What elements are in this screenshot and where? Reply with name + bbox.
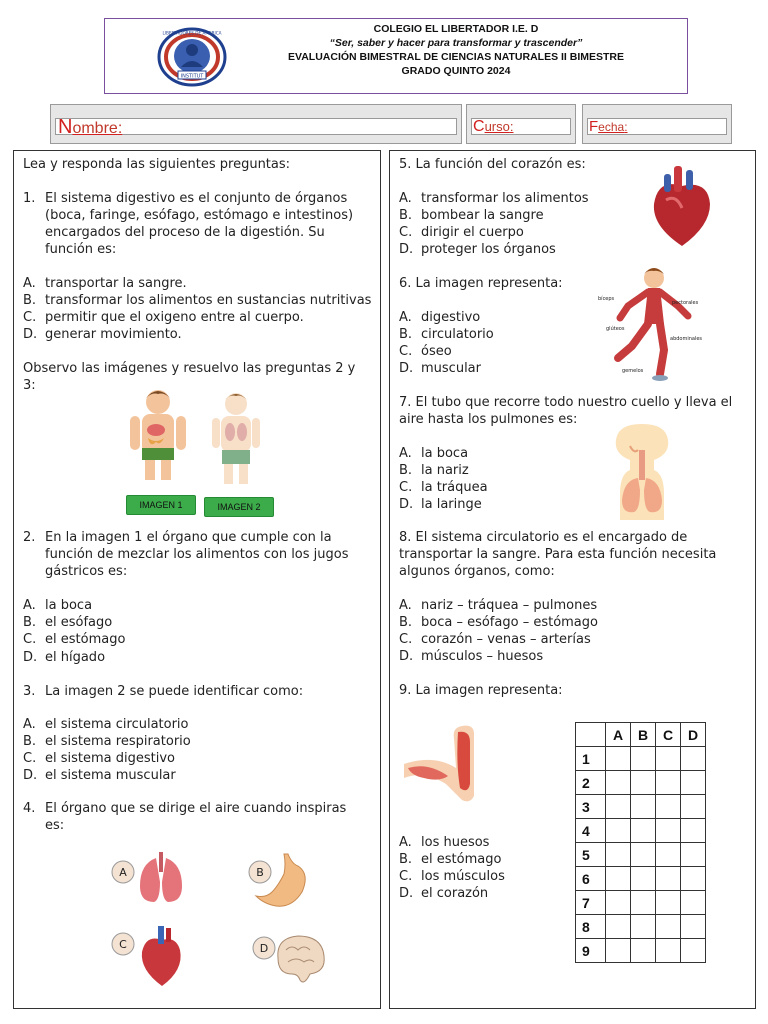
grid-row bbox=[576, 795, 706, 819]
grid-cell[interactable] bbox=[631, 795, 656, 819]
q2-number: 2. bbox=[23, 530, 36, 545]
fecha-field[interactable] bbox=[582, 104, 732, 144]
q9-stem: 9. La imagen representa: bbox=[399, 683, 563, 698]
q2-stem-line: función de mezclar los alimentos con los jugos bbox=[45, 547, 349, 562]
q8-stem-line: algunos órganos, como: bbox=[399, 564, 555, 579]
q2-option-a[interactable]: A. la boca bbox=[23, 598, 93, 613]
brain-icon bbox=[252, 928, 332, 994]
grid-cell[interactable] bbox=[656, 819, 681, 843]
q6-stem: 6. La imagen representa: bbox=[399, 276, 563, 291]
header-text bbox=[235, 22, 677, 78]
q2-option-b[interactable]: B. el esófago bbox=[23, 615, 113, 630]
exam-header bbox=[104, 18, 688, 94]
observe-instruction: 3: bbox=[23, 378, 36, 393]
grid-cell[interactable] bbox=[606, 747, 631, 771]
exam-title: EVALUACIÓN BIMESTRAL DE CIENCIAS NATURALES II BIMESTRE bbox=[287, 51, 624, 63]
answer-grid bbox=[575, 722, 706, 963]
q4-stem-line: es: bbox=[45, 818, 65, 833]
grid-cell[interactable] bbox=[681, 843, 706, 867]
school-name: COLEGIO EL LIBERTADOR I.E. D bbox=[373, 23, 539, 35]
svg-text:B: B bbox=[256, 866, 264, 879]
q3-option-c[interactable]: C. el sistema digestivo bbox=[23, 751, 175, 766]
instructions: Lea y responda las siguientes preguntas: bbox=[23, 157, 291, 172]
grid-cell[interactable] bbox=[681, 867, 706, 891]
q2-option-d[interactable]: D. el hígado bbox=[23, 650, 106, 665]
grid-cell[interactable] bbox=[656, 939, 681, 963]
svg-text:C: C bbox=[119, 938, 127, 951]
q8-stem-line: transportar la sangre. Para esta función necesita bbox=[399, 547, 717, 562]
q9-option-b[interactable]: B. el estómago bbox=[399, 852, 502, 867]
svg-text:gemelos: gemelos bbox=[622, 368, 644, 374]
q5-option-b[interactable]: B. bombear la sangre bbox=[399, 208, 544, 223]
grid-row-header: 4 bbox=[576, 819, 606, 843]
grid-cell[interactable] bbox=[606, 891, 631, 915]
image2-label: IMAGEN 2 bbox=[204, 497, 274, 517]
grid-cell[interactable] bbox=[656, 795, 681, 819]
q8-option-c[interactable]: C. corazón – venas – arterías bbox=[399, 632, 591, 647]
q3-number: 3. bbox=[23, 684, 36, 699]
grid-row-header: 2 bbox=[576, 771, 606, 795]
q7-option-a[interactable]: A. la boca bbox=[399, 446, 469, 461]
grid-cell[interactable] bbox=[656, 891, 681, 915]
grid-corner bbox=[576, 723, 606, 747]
q1-option-a[interactable]: A. transportar la sangre. bbox=[23, 276, 187, 291]
grid-cell[interactable] bbox=[681, 939, 706, 963]
q9-option-a[interactable]: A. los huesos bbox=[399, 835, 490, 850]
digestive-child-illustration bbox=[118, 386, 278, 494]
grid-row bbox=[576, 819, 706, 843]
grid-col-header: B bbox=[631, 723, 656, 747]
svg-text:bíceps: bíceps bbox=[598, 296, 615, 302]
arm-muscle-illustration bbox=[404, 724, 480, 806]
svg-text:INSTITUT: INSTITUT bbox=[180, 73, 204, 80]
nombre-line[interactable]: Nombre: bbox=[55, 118, 457, 135]
grid-cell[interactable] bbox=[631, 771, 656, 795]
grid-header-row bbox=[576, 723, 706, 747]
grid-row bbox=[576, 915, 706, 939]
q7-option-c[interactable]: C. la tráquea bbox=[399, 480, 488, 495]
school-motto: “Ser, saber y hacer para transformar y trascender” bbox=[329, 37, 583, 49]
grid-row-header: 1 bbox=[576, 747, 606, 771]
grid-cell[interactable] bbox=[681, 891, 706, 915]
grid-cell[interactable] bbox=[631, 867, 656, 891]
svg-text:pectorales: pectorales bbox=[672, 300, 699, 306]
q1-stem-line: (boca, faringe, esófago, estómago e intestinos) bbox=[45, 208, 354, 223]
grid-row bbox=[576, 747, 706, 771]
q2-stem-line: En la imagen 1 el órgano que cumple con la bbox=[45, 530, 332, 545]
grid-cell[interactable] bbox=[631, 819, 656, 843]
grid-cell[interactable] bbox=[606, 939, 631, 963]
q3-option-d[interactable]: D. el sistema muscular bbox=[23, 768, 176, 783]
grid-cell[interactable] bbox=[656, 771, 681, 795]
respiratory-illustration bbox=[600, 424, 684, 520]
fecha-line[interactable]: Fecha: bbox=[587, 118, 727, 135]
q6-option-c[interactable]: C. óseo bbox=[399, 344, 452, 359]
grid-cell[interactable] bbox=[631, 939, 656, 963]
grid-cell[interactable] bbox=[656, 867, 681, 891]
observe-instruction: Observo las imágenes y resuelvo las preguntas 2 y bbox=[23, 361, 356, 376]
school-seal-icon bbox=[157, 27, 227, 87]
grade-label: GRADO QUINTO 2024 bbox=[401, 65, 511, 77]
q6-option-a[interactable]: A. digestivo bbox=[399, 310, 481, 325]
svg-text:LIBERTADORES DE AMERICA: LIBERTADORES DE AMERICA bbox=[162, 30, 222, 36]
running-muscle-illustration bbox=[592, 266, 712, 384]
grid-cell[interactable] bbox=[606, 771, 631, 795]
grid-cell[interactable] bbox=[631, 747, 656, 771]
q8-stem-line: 8. El sistema circulatorio es el encargado de bbox=[399, 530, 688, 545]
grid-row bbox=[576, 771, 706, 795]
q9-option-c[interactable]: C. los músculos bbox=[399, 869, 505, 884]
q7-option-d[interactable]: D. la laringe bbox=[399, 497, 482, 512]
grid-cell[interactable] bbox=[606, 795, 631, 819]
q8-option-b[interactable]: B. boca – esófago – estómago bbox=[399, 615, 598, 630]
q4-number: 4. bbox=[23, 801, 36, 816]
grid-col-header: A bbox=[606, 723, 631, 747]
q1-stem-line: encargados del proceso de la digestión. Su bbox=[45, 225, 325, 240]
grid-cell[interactable] bbox=[656, 843, 681, 867]
q3-option-a[interactable]: A. el sistema circulatorio bbox=[23, 717, 189, 732]
grid-row-header: 3 bbox=[576, 795, 606, 819]
q1-option-d[interactable]: D. generar movimiento. bbox=[23, 327, 182, 342]
q4-stem-line: El órgano que se dirige el aire cuando inspiras bbox=[45, 801, 347, 816]
q7-stem-line: 7. El tubo que recorre todo nuestro cuello y lleva el bbox=[399, 395, 733, 410]
grid-row-header: 7 bbox=[576, 891, 606, 915]
grid-row-header: 9 bbox=[576, 939, 606, 963]
q9-option-d[interactable]: D. el corazón bbox=[399, 886, 489, 901]
grid-cell[interactable] bbox=[631, 891, 656, 915]
q1-stem-line: función es: bbox=[45, 242, 117, 257]
lungs-icon bbox=[110, 852, 186, 908]
image1-label: IMAGEN 1 bbox=[126, 495, 196, 515]
q7-stem-line: aire hasta los pulmones es: bbox=[399, 412, 578, 427]
grid-col-header: D bbox=[681, 723, 706, 747]
grid-row bbox=[576, 939, 706, 963]
grid-cell[interactable] bbox=[681, 795, 706, 819]
q8-option-a[interactable]: A. nariz – tráquea – pulmones bbox=[399, 598, 598, 613]
q2-stem-line: gástricos es: bbox=[45, 564, 128, 579]
svg-text:A: A bbox=[119, 866, 127, 879]
curso-field[interactable] bbox=[466, 104, 576, 144]
q1-number: 1. bbox=[23, 191, 36, 206]
q2-option-c[interactable]: C. el estómago bbox=[23, 632, 126, 647]
q5-option-a[interactable]: A. transformar los alimentos bbox=[399, 191, 589, 206]
grid-cell[interactable] bbox=[631, 843, 656, 867]
grid-cell[interactable] bbox=[631, 915, 656, 939]
grid-cell[interactable] bbox=[681, 819, 706, 843]
q5-option-d[interactable]: D. proteger los órganos bbox=[399, 242, 556, 257]
svg-text:glúteos: glúteos bbox=[606, 326, 625, 332]
q1-option-c[interactable]: C. permitir que el oxigeno entre al cuerpo. bbox=[23, 310, 304, 325]
q5-option-c[interactable]: C. dirigir el cuerpo bbox=[399, 225, 524, 240]
heart-icon bbox=[110, 926, 190, 988]
q1-stem-line: El sistema digestivo es el conjunto de órganos bbox=[45, 191, 348, 206]
svg-text:D: D bbox=[259, 942, 269, 955]
grid-cell[interactable] bbox=[656, 747, 681, 771]
grid-cell[interactable] bbox=[606, 867, 631, 891]
grid-row bbox=[576, 843, 706, 867]
grid-row bbox=[576, 867, 706, 891]
grid-row-header: 5 bbox=[576, 843, 606, 867]
q8-option-d[interactable]: D. músculos – huesos bbox=[399, 649, 544, 664]
heart-illustration bbox=[646, 164, 718, 248]
grid-cell[interactable] bbox=[681, 915, 706, 939]
q6-option-b[interactable]: B. circulatorio bbox=[399, 327, 494, 342]
grid-col-header: C bbox=[656, 723, 681, 747]
nombre-field[interactable] bbox=[50, 104, 462, 144]
q3-stem-line: La imagen 2 se puede identificar como: bbox=[45, 684, 304, 699]
grid-cell[interactable] bbox=[606, 843, 631, 867]
q5-stem: 5. La función del corazón es: bbox=[399, 157, 586, 172]
stomach-icon bbox=[248, 852, 310, 914]
curso-line[interactable]: Curso: bbox=[471, 118, 571, 135]
q3-option-b[interactable]: B. el sistema respiratorio bbox=[23, 734, 191, 749]
grid-row bbox=[576, 891, 706, 915]
grid-cell[interactable] bbox=[606, 819, 631, 843]
grid-row-header: 8 bbox=[576, 915, 606, 939]
q6-option-d[interactable]: D. muscular bbox=[399, 361, 481, 376]
q1-option-b[interactable]: B. transformar los alimentos en sustancias nutritivas bbox=[23, 293, 372, 308]
grid-cell[interactable] bbox=[681, 747, 706, 771]
grid-row-header: 6 bbox=[576, 867, 606, 891]
svg-text:abdominales: abdominales bbox=[670, 336, 703, 342]
q7-option-b[interactable]: B. la nariz bbox=[399, 463, 469, 478]
grid-cell[interactable] bbox=[606, 915, 631, 939]
grid-cell[interactable] bbox=[656, 915, 681, 939]
grid-cell[interactable] bbox=[681, 771, 706, 795]
